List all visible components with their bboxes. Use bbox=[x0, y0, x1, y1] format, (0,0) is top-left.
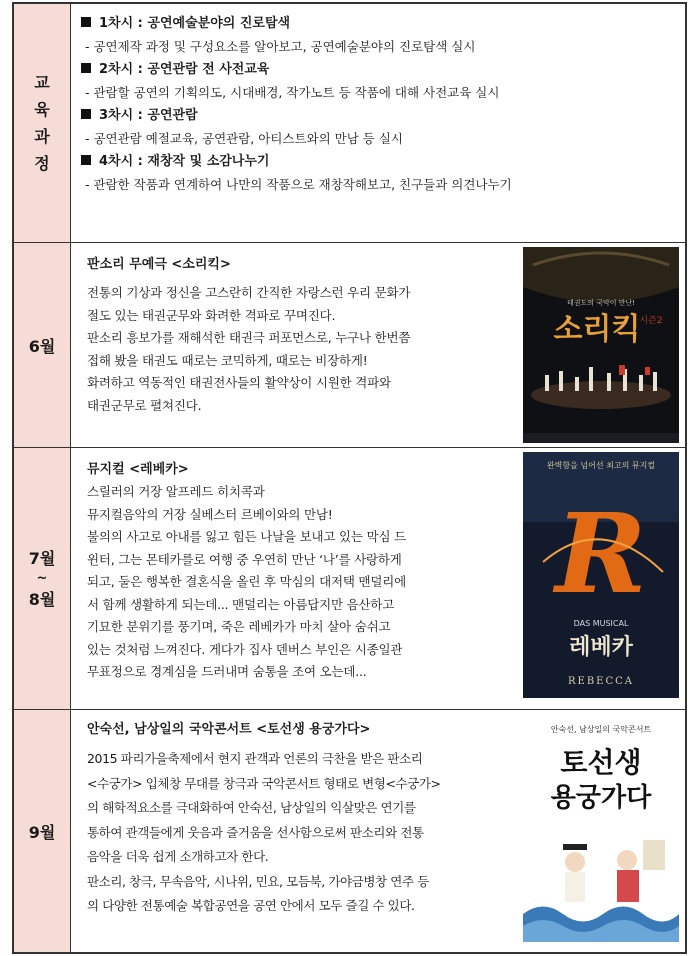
desc-line: 태권군무로 펼쳐진다. bbox=[87, 397, 202, 413]
curriculum-content bbox=[71, 4, 685, 242]
desc-line: 있는 것처럼 느껴진다. 게다가 집사 덴버스 부인은 시종일관 bbox=[87, 641, 403, 657]
square-bullet-icon bbox=[81, 17, 91, 27]
program-title: 안숙선, 남상일의 국악콘서트 <토선생 용궁가다> bbox=[87, 722, 371, 737]
poster-tagline: 완벽함을 넘어선 최고의 뮤지컬 bbox=[546, 461, 656, 470]
desc-line: 판소리 흥보가를 재해석한 태권극 퍼포먼스로, 누구나 한번쯤 bbox=[87, 330, 411, 345]
label-char: 육 bbox=[34, 100, 50, 119]
session-desc: - 관람할 공연의 기획의도, 시대배경, 작가노트 등 작품에 대해 사전교육 실시 bbox=[85, 85, 500, 100]
desc-line: 절도 있는 태권군무와 화려한 격파로 꾸며진다. bbox=[87, 307, 336, 323]
month-label: 6월 bbox=[14, 243, 71, 447]
desc-line: 판소리, 창극, 무속음악, 시나위, 민요, 모듬북, 가야금병창 연주 등 bbox=[87, 873, 429, 889]
month-content bbox=[71, 710, 685, 952]
program-description bbox=[87, 747, 507, 919]
desc-line: 음악을 더욱 쉽게 소개하고자 한다. bbox=[87, 849, 269, 864]
month-row-july-august bbox=[14, 448, 685, 710]
desc-line: 2015 파리가을축제에서 현지 관객과 언론의 극찬을 받은 판소리 bbox=[87, 751, 423, 766]
session-desc: - 관람한 작품과 연계하여 나만의 작품으로 재창작해보고, 친구들과 의견나누기 bbox=[85, 177, 512, 192]
month-label: 9월 bbox=[14, 710, 71, 952]
session-heading: 1차시 : 공연예술분야의 진로탐색 bbox=[81, 12, 675, 35]
label-part: 7월 bbox=[28, 548, 56, 568]
desc-line: 접해 봤을 태권도 때로는 코믹하게, 때로는 비장하게! bbox=[87, 352, 368, 368]
poster-title-line1: 토선생 bbox=[560, 746, 642, 779]
desc-line: 통하여 관객들에게 웃음과 즐거움을 선사함으로써 판소리와 전통 bbox=[87, 824, 424, 840]
poster-tagline: 안숙선, 남상일의 국악콘서트 bbox=[550, 725, 652, 734]
desc-line: 윈터, 그는 몬테카를로 여행 중 우연히 만난 ‘나’를 사랑하게 bbox=[87, 551, 402, 567]
square-bullet-icon bbox=[81, 109, 91, 119]
sorikick-poster bbox=[523, 247, 679, 443]
poster-title: R bbox=[555, 489, 647, 618]
desc-line: 불의의 사고로 아내를 잃고 힘든 나날을 보내고 있는 막심 드 bbox=[87, 529, 406, 544]
desc-line: <수궁가> 입체창 무대를 창극과 국악콘서트 형태로 변형<수궁가> bbox=[87, 775, 441, 791]
session-heading: 3차시 : 공연관람 bbox=[81, 104, 675, 127]
program-title: 뮤지컬 <레베카> bbox=[87, 462, 189, 477]
poster-title: 소리킥 bbox=[553, 312, 641, 347]
desc-line: 서 함께 생활하게 되는데... 맨덜리는 아름답지만 음산하고 bbox=[87, 596, 395, 612]
desc-line: 의 해학적요소를 극대화하여 안숙선, 남상일의 익살맞은 연기를 bbox=[87, 800, 416, 815]
label-part: 8월 bbox=[28, 589, 56, 609]
label-char: 교 bbox=[34, 73, 50, 92]
session-desc: - 공연제작 과정 및 구성요소를 알아보고, 공연예술분야의 진로탐색 실시 bbox=[85, 39, 476, 54]
desc-line: 무표정으로 경계심을 드러내며 숨통을 조여 오는데... bbox=[87, 664, 367, 679]
square-bullet-icon bbox=[81, 63, 91, 73]
label-char: 과 bbox=[34, 127, 50, 146]
label-part: ~ bbox=[36, 570, 48, 586]
desc-line: 스릴러의 거장 알프레드 히치콕과 bbox=[87, 484, 265, 499]
desc-line: 전통의 기상과 정신을 고스란히 간직한 자랑스런 우리 문화가 bbox=[87, 285, 411, 300]
desc-line: 되고, 둘은 행복한 결혼식을 올린 후 막심의 대저택 맨덜리에 bbox=[87, 574, 406, 589]
label-char: 정 bbox=[34, 154, 50, 173]
month-content bbox=[71, 448, 685, 709]
program-table bbox=[12, 2, 687, 954]
month-row-june bbox=[14, 243, 685, 448]
program-text bbox=[87, 458, 507, 684]
poster-tagline: 태권도의 국악이 만난! bbox=[566, 299, 636, 307]
toseonsaeng-poster bbox=[523, 714, 679, 942]
session-desc: - 공연관람 예절교육, 공연관람, 아티스트와의 만남 등 실시 bbox=[85, 131, 403, 146]
program-description bbox=[87, 282, 507, 417]
curriculum-row bbox=[14, 4, 685, 243]
program-title: 판소리 무예극 <소리킥> bbox=[87, 257, 231, 272]
poster-korean-title: 레베카 bbox=[569, 635, 633, 660]
curriculum-label bbox=[14, 4, 71, 242]
desc-line: 의 다양한 전통예술 복합공연을 공연 안에서 모두 즐길 수 있다. bbox=[87, 898, 415, 913]
session-heading: 4차시 : 재창작 및 소감나누기 bbox=[81, 150, 675, 173]
poster-subtitle: DAS MUSICAL bbox=[573, 619, 629, 628]
poster-season: 시즌2 bbox=[639, 316, 663, 326]
poster-title-line2: 용궁가다 bbox=[550, 783, 652, 813]
poster-english-title: REBECCA bbox=[567, 676, 635, 687]
session-heading: 2차시 : 공연관람 전 사전교육 bbox=[81, 58, 675, 81]
month-row-september bbox=[14, 710, 685, 952]
desc-line: 뮤지컬음악의 거장 실베스터 르베이와의 만남! bbox=[87, 506, 333, 522]
program-description bbox=[87, 481, 507, 684]
desc-line: 화려하고 역동적인 태권전사들의 활약상이 시원한 격파와 bbox=[87, 375, 391, 390]
program-text bbox=[87, 253, 507, 417]
desc-line: 기묘한 분위기를 풍기며, 죽은 레베카가 마치 살아 숨쉬고 bbox=[87, 619, 391, 634]
program-text bbox=[87, 718, 507, 919]
rebecca-poster bbox=[523, 452, 679, 698]
square-bullet-icon bbox=[81, 155, 91, 165]
month-content bbox=[71, 243, 685, 447]
month-label bbox=[14, 448, 71, 709]
